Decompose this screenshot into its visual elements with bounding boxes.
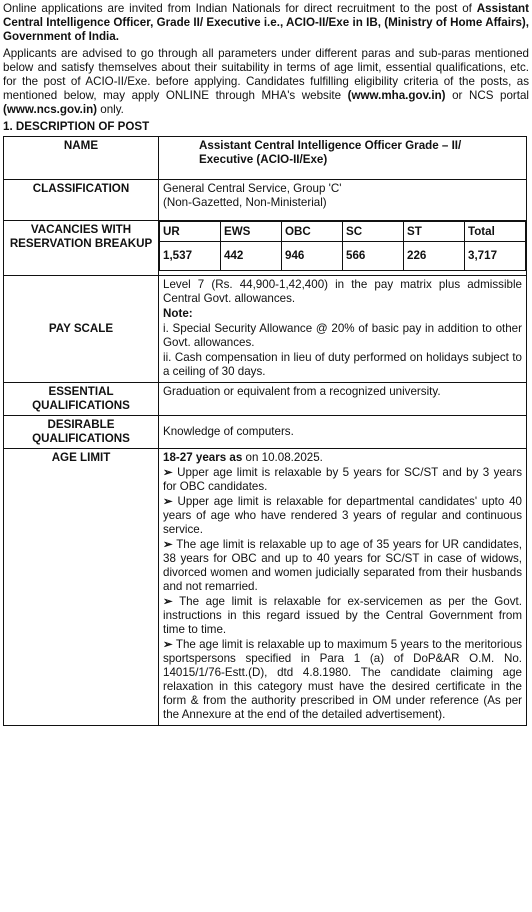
- arrow-bullet-icon: ➢: [163, 466, 173, 479]
- value-desirable-qualifications: Knowledge of computers.: [159, 416, 527, 449]
- vacancy-header: SC: [343, 222, 404, 242]
- label-pay-scale: PAY SCALE: [4, 276, 159, 383]
- intro-text: or NCS portal: [445, 89, 529, 102]
- mha-website-link[interactable]: (www.mha.gov.in): [347, 89, 446, 102]
- vacancy-value: 3,717: [465, 242, 526, 271]
- intro-text: Online applications are invited from Indian Nationals for direct recruitment to the post of: [3, 2, 477, 15]
- vacancy-header: Total: [465, 222, 526, 242]
- vacancy-header: UR: [160, 222, 221, 242]
- age-relaxation-text: The age limit is relaxable up to age of 35 years for UR candidates, 38 years for OBC and up to 40 years for SC/ST in case of widows, divorced women and women judicially separated from their husbands and not remarried.: [163, 538, 523, 593]
- vacancy-header: EWS: [221, 222, 282, 242]
- vacancy-header: OBC: [282, 222, 343, 242]
- age-range: 18-27 years as: [163, 451, 243, 464]
- ncs-portal-link[interactable]: (www.ncs.gov.in): [3, 103, 98, 116]
- row-age-limit: [4, 449, 527, 726]
- age-relaxation-text: The age limit is relaxable up to maximum 5 years to the meritorious sportspersons specified in Para 1 (a) of DoP&AR O.M. No. 14015/1/76-Estt.(D), dtd 4.8.1980. The candidate claiming age relaxation in this category must have the desired certificate in the form & from the authority prescribed in OM under reference (As per the Annexure at the end of the detailed advertisement).: [163, 638, 523, 721]
- row-name: [4, 137, 527, 180]
- row-classification: [4, 180, 527, 221]
- age-relaxation-text: Upper age limit is relaxable by 5 years for SC/ST and by 3 years for OBC candidates.: [163, 466, 522, 493]
- arrow-bullet-icon: ➢: [163, 638, 173, 651]
- intro-section: [3, 2, 529, 117]
- age-relaxation-5: [163, 638, 522, 722]
- pay-note-1: i. Special Security Allowance @ 20% of basic pay in addition to other Govt. allowances.: [163, 322, 522, 349]
- vacancy-value: 226: [404, 242, 465, 271]
- age-relaxation-4: [163, 595, 522, 637]
- label-age-limit: AGE LIMIT: [4, 449, 159, 726]
- vacancy-breakup-table: [159, 221, 526, 271]
- vacancy-value: 1,537: [160, 242, 221, 271]
- pay-level: Level 7 (Rs. 44,900-1,42,400) in the pay matrix plus admissible Central Govt. allowances.: [163, 278, 522, 305]
- age-heading: [163, 451, 522, 465]
- section-title: 1. DESCRIPTION OF POST: [3, 120, 150, 133]
- vacancy-value-row: [160, 242, 526, 271]
- label-vacancies: VACANCIES WITH RESERVATION BREAKUP: [4, 221, 159, 276]
- age-date: on 10.08.2025.: [242, 451, 323, 464]
- age-relaxation-1: [163, 466, 522, 494]
- post-name-bold: Assistant Central Intelligence Officer, Grade II/ Executive i.e., ACIO-II/Exe in IB, (Ministry of Home Affairs), Government of India.: [3, 2, 529, 43]
- age-relaxation-3: [163, 538, 522, 594]
- arrow-bullet-icon: ➢: [163, 495, 173, 508]
- vacancy-value: 946: [282, 242, 343, 271]
- label-essential-qualifications: ESSENTIAL QUALIFICATIONS: [4, 383, 159, 416]
- vacancy-header: ST: [404, 222, 465, 242]
- classification-line-2: (Non-Gazetted, Non-Ministerial): [163, 196, 327, 209]
- age-relaxation-2: [163, 495, 522, 537]
- label-desirable-qualifications: DESIRABLE QUALIFICATIONS: [4, 416, 159, 449]
- intro-paragraph-1: [3, 2, 529, 44]
- vacancy-value: 442: [221, 242, 282, 271]
- row-desirable-qualifications: [4, 416, 527, 449]
- row-pay-scale: [4, 276, 527, 383]
- value-name: Assistant Central Intelligence Officer Grade – II/ Executive (ACIO-II/Exe): [159, 137, 527, 180]
- vacancy-value: 566: [343, 242, 404, 271]
- pay-note-2: ii. Cash compensation in lieu of duty performed on holidays subject to a ceiling of 30 days.: [163, 351, 522, 378]
- intro-paragraph-2: [3, 47, 529, 117]
- age-relaxation-text: Upper age limit is relaxable for departmental candidates' upto 40 years of age who have rendered 3 years of regular and continuous service.: [163, 495, 522, 536]
- value-classification: [159, 180, 527, 221]
- value-age-limit: [159, 449, 527, 726]
- value-pay-scale: [159, 276, 527, 383]
- intro-text: Applicants are advised to go through all parameters under different paras and sub-paras mentioned below and satisfy themselves about their suitability in terms of age limit, essential qualifications, etc. for the post of ACIO-II/Exe. before applying. Candidates fulfilling eligibility criteria of the posts, as mentioned below, may apply ONLINE through MHA's website: [3, 47, 529, 102]
- arrow-bullet-icon: ➢: [163, 595, 173, 608]
- intro-text: only.: [97, 103, 124, 116]
- value-essential-qualifications: Graduation or equivalent from a recognized university.: [159, 383, 527, 416]
- label-name: NAME: [4, 137, 159, 180]
- classification-line-1: General Central Service, Group 'C': [163, 182, 342, 195]
- age-relaxation-text: The age limit is relaxable for ex-servicemen as per the Govt. instructions in this regard issued by the Central Government from time to time.: [163, 595, 522, 636]
- row-essential-qualifications: [4, 383, 527, 416]
- pay-note-title: Note:: [163, 307, 193, 320]
- row-vacancies: [4, 221, 527, 276]
- arrow-bullet-icon: ➢: [163, 538, 173, 551]
- value-vacancies: [159, 221, 527, 276]
- post-description-table: [3, 136, 527, 726]
- vacancy-header-row: [160, 222, 526, 242]
- label-classification: CLASSIFICATION: [4, 180, 159, 221]
